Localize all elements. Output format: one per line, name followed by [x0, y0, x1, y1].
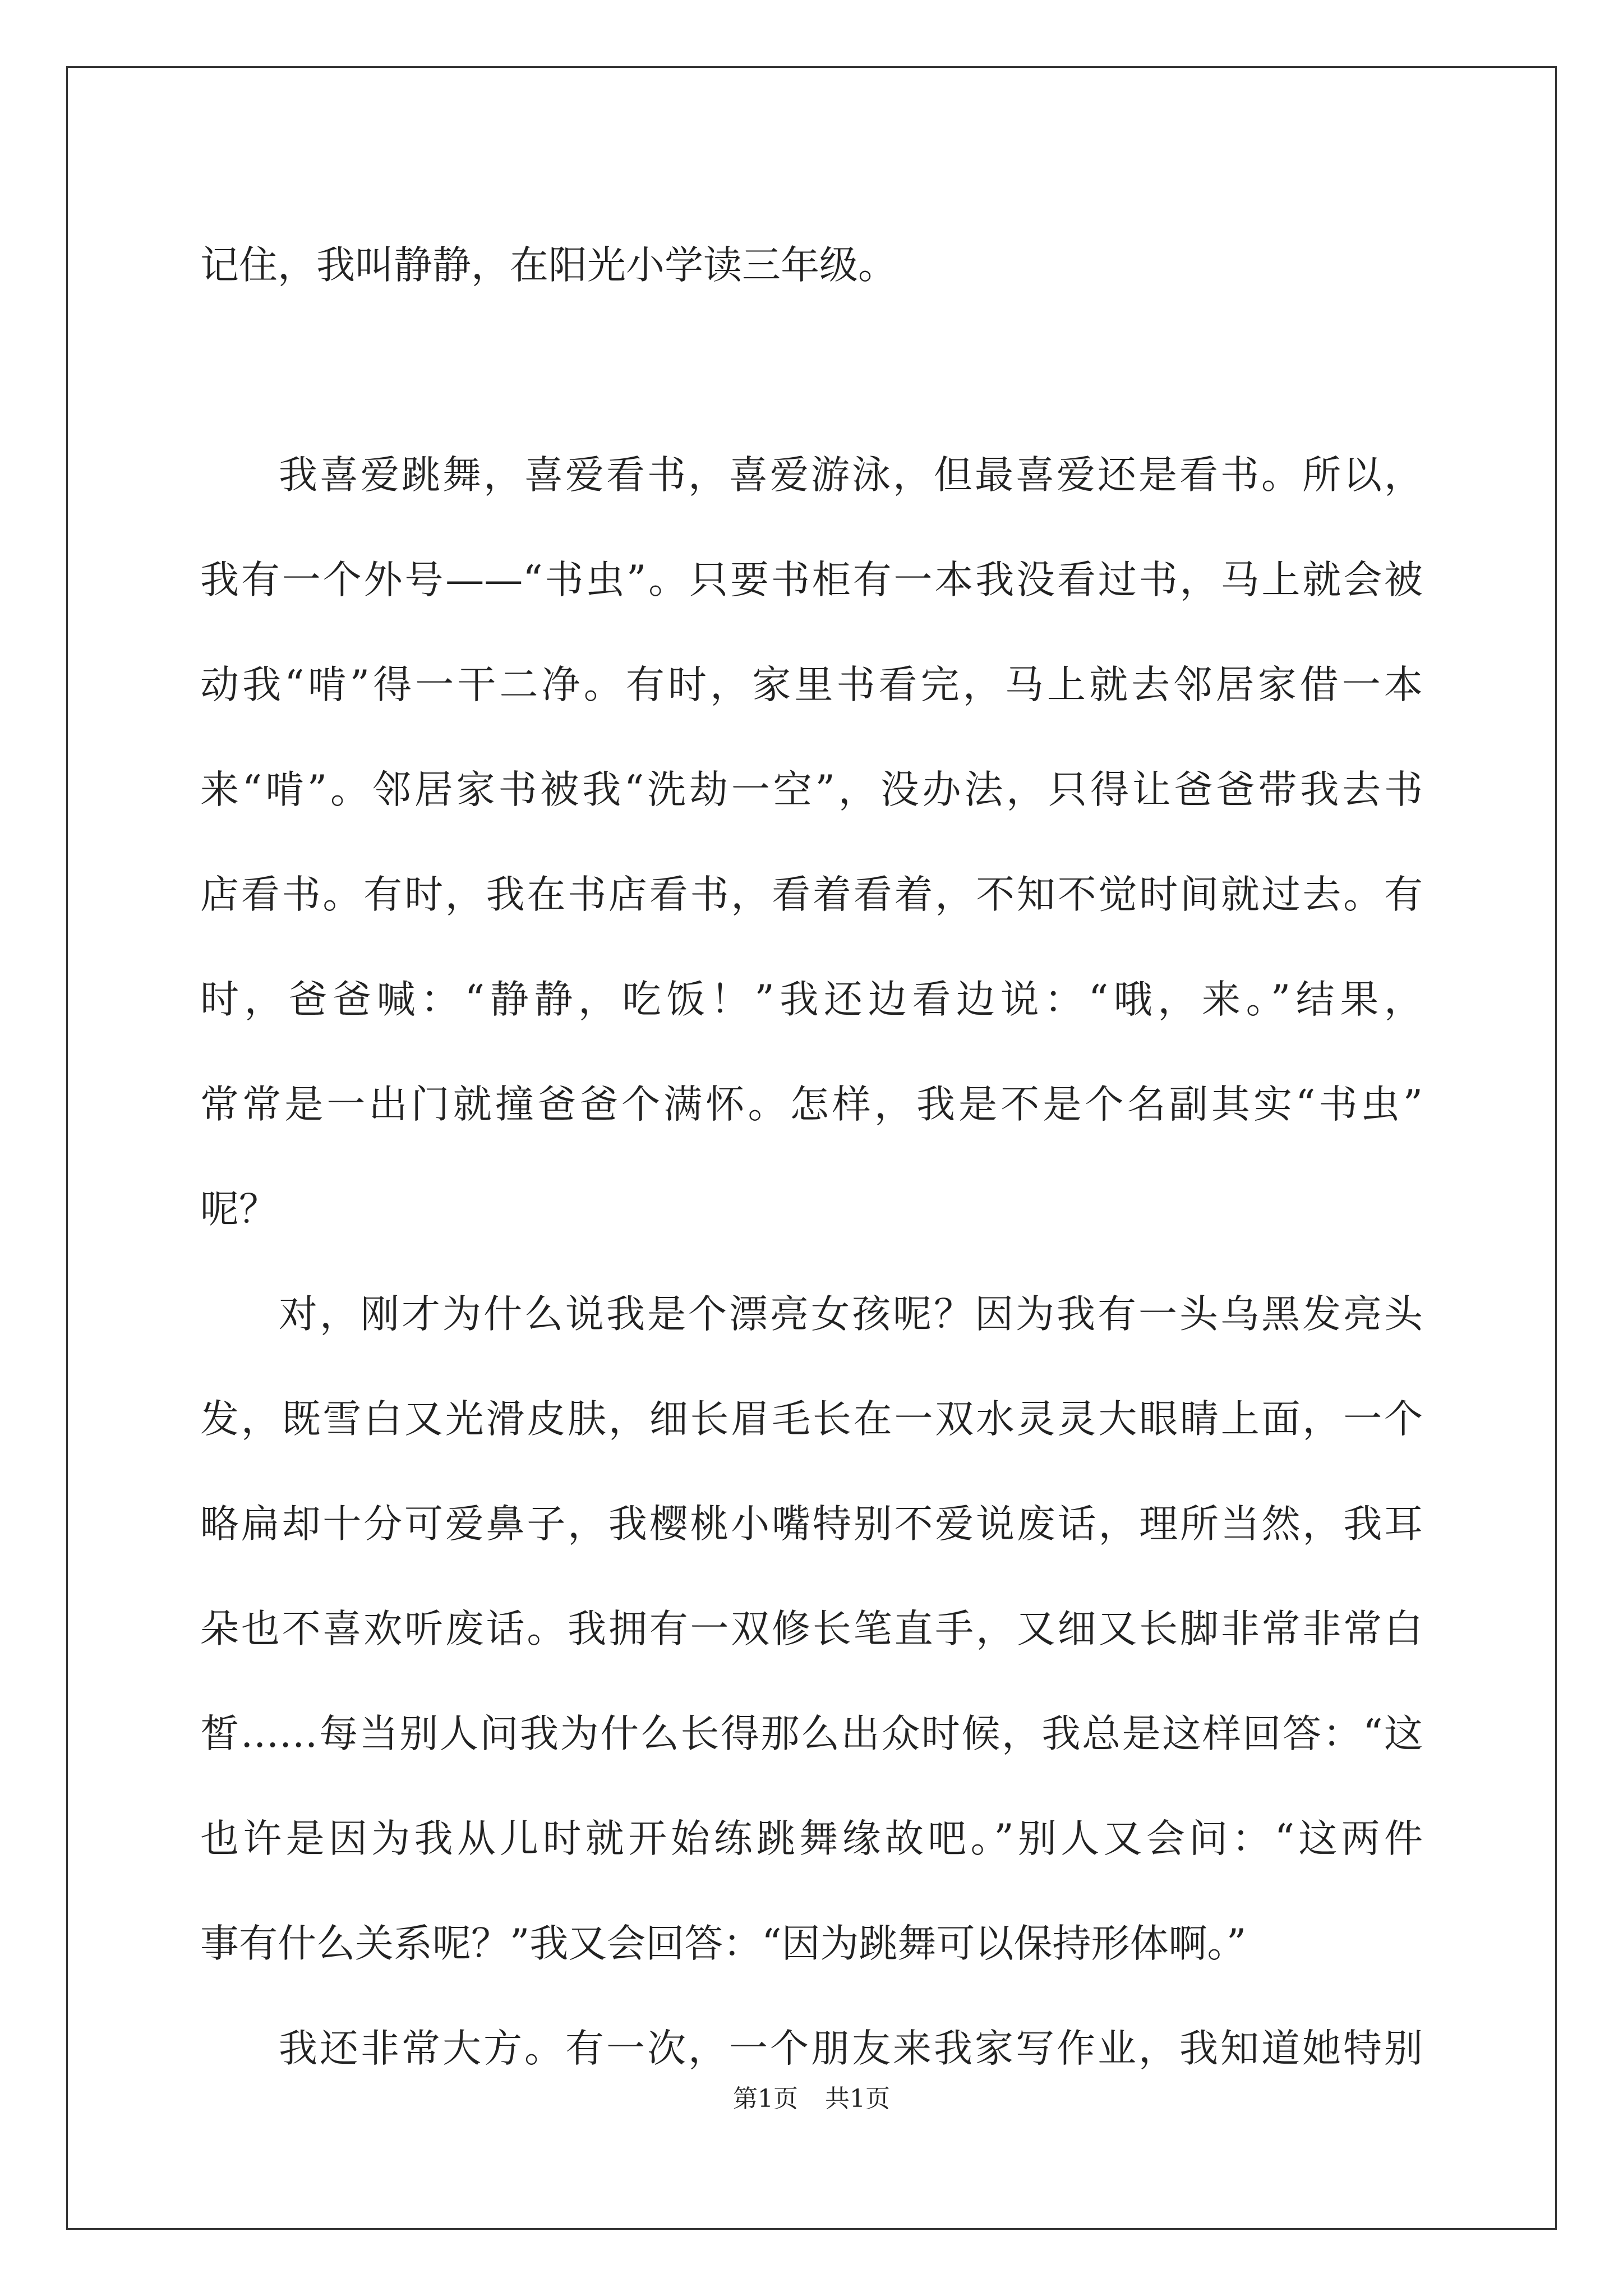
text-line: 时，爸爸喊：“静静，吃饭！”我还边看边说：“哦，来。”结果，	[200, 977, 1423, 1022]
text-line: 呢？	[200, 1187, 278, 1232]
text-line: 朵也不喜欢听废话。我拥有一双修长笔直手，又细又长脚非常非常白	[200, 1607, 1423, 1651]
text-line: 店看书。有时，我在书店看书，看着看着，不知不觉时间就过去。有	[200, 872, 1423, 917]
text-line: 我还非常大方。有一次，一个朋友来我家写作业，我知道她特别	[279, 2026, 1423, 2071]
text-line: 事有什么关系呢？”我又会回答：“因为跳舞可以保持形体啊。”	[200, 1921, 1247, 1966]
text-line: 动我“啃”得一干二净。有时，家里书看完，马上就去邻居家借一本	[200, 662, 1423, 707]
text-line: 常常是一出门就撞爸爸个满怀。怎样，我是不是个名副其实“书虫”	[200, 1082, 1423, 1127]
page-number: 第1页	[733, 2085, 798, 2113]
document-body	[200, 213, 1423, 2101]
text-line: 来“啃”。邻居家书被我“洗劫一空”，没办法，只得让爸爸带我去书	[200, 767, 1423, 812]
text-line: 也许是因为我从儿时就开始练跳舞缘故吧。”别人又会问：“这两件	[200, 1816, 1423, 1861]
text-line: 对，刚才为什么说我是个漂亮女孩呢？因为我有一头乌黑发亮头	[279, 1292, 1423, 1337]
text-line: 略扁却十分可爱鼻子，我樱桃小嘴特别不爱说废话，理所当然，我耳	[200, 1502, 1423, 1547]
text-line: 我喜爱跳舞，喜爱看书，喜爱游泳，但最喜爱还是看书。所以，	[279, 453, 1423, 498]
text-line: 皙……每当别人问我为什么长得那么出众时候，我总是这样回答：“这	[200, 1711, 1423, 1756]
page-footer	[0, 2082, 1623, 2116]
text-line: 发，既雪白又光滑皮肤，细长眉毛长在一双水灵灵大眼睛上面，一个	[200, 1397, 1423, 1442]
text-line: 记住，我叫静静，在阳光小学读三年级。	[200, 243, 897, 288]
page-total: 共1页	[825, 2085, 890, 2113]
text-line: 我有一个外号——“书虫”。只要书柜有一本我没看过书，马上就会被	[200, 558, 1423, 602]
paragraph-gap	[200, 318, 1423, 423]
